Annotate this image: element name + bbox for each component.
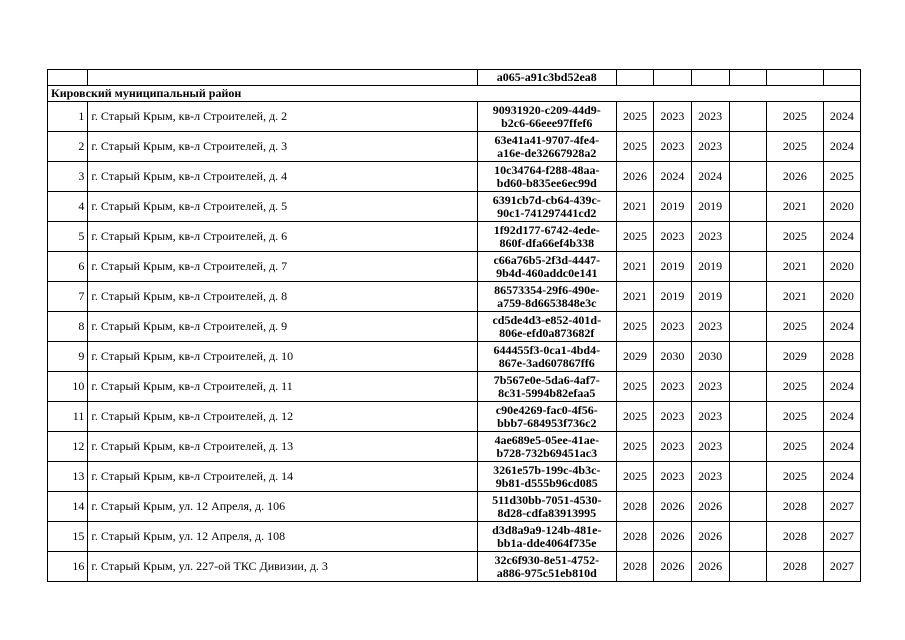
row-year-2: 2023 [654,402,691,432]
row-year-6: 2027 [823,552,860,582]
row-year-2: 2023 [654,222,691,252]
row-year-3: 2023 [691,432,729,462]
row-year-2: 2024 [654,162,691,192]
table-row [48,192,861,222]
identifier-line-2: a759-8d6653848e3c [497,295,597,310]
row-identifier [477,192,616,222]
row-year-4 [729,312,766,342]
identifier-line-2: a16e-de32667928a2 [497,145,597,160]
identifier-line-1: 86573354-29f6-490e- [494,282,600,297]
row-year-3: 2023 [691,312,729,342]
row-year-2: 2030 [654,342,691,372]
row-year-5: 2028 [767,552,823,582]
row-year-1: 2026 [616,162,653,192]
cell-address [88,70,477,86]
row-year-6: 2020 [823,282,860,312]
row-address: г. Старый Крым, кв-л Строителей, д. 10 [88,342,477,372]
identifier-line-2: 860f-dfa66ef4b338 [499,235,595,250]
row-year-6: 2024 [823,402,860,432]
identifier-line-2: 9b4d-460addc0e141 [496,265,598,280]
row-number: 8 [48,312,88,342]
table-row [48,342,861,372]
row-year-3: 2030 [691,342,729,372]
row-year-1: 2021 [616,282,653,312]
continuation-row [48,70,861,86]
identifier-line-2: 8c31-5994b82efaa5 [498,385,596,400]
row-number: 4 [48,192,88,222]
identifier-line-1: 7b567e0e-5da6-4af7- [493,372,600,387]
table-row [48,522,861,552]
row-year-2: 2026 [654,492,691,522]
row-identifier [477,552,616,582]
row-number: 14 [48,492,88,522]
row-year-6: 2024 [823,222,860,252]
identifier-line-2: bbb7-684953f736c2 [497,415,597,430]
identifier-line-1: 90931920-c209-44d9- [492,102,601,117]
table-row [48,552,861,582]
row-identifier [477,132,616,162]
row-year-3: 2023 [691,102,729,132]
row-year-1: 2025 [616,372,653,402]
row-year-2: 2026 [654,522,691,552]
identifier-line-1: 1f92d177-6742-4ede- [493,222,600,237]
row-year-1: 2025 [616,312,653,342]
row-year-4 [729,192,766,222]
section-title: Кировский муниципальный район [48,86,861,102]
row-year-3: 2026 [691,492,729,522]
cell-num [48,70,88,86]
row-year-5: 2025 [767,372,823,402]
identifier-line-1: 4ae689e5-05ee-41ae- [494,432,600,447]
row-address: г. Старый Крым, ул. 12 Апреля, д. 106 [88,492,477,522]
identifier-line-2: a886-975c51eb810d [496,565,597,580]
identifier-line-1: 511d30bb-7051-4530- [492,492,602,507]
identifier-line-2: 90c1-741297441cd2 [497,205,597,220]
row-year-5: 2028 [767,522,823,552]
row-year-1: 2029 [616,342,653,372]
row-year-4 [729,342,766,372]
identifier-line-2: 867e-3ad607867ff6 [498,355,595,370]
row-year-6: 2028 [823,342,860,372]
cell-year [767,70,823,86]
table-row [48,372,861,402]
row-year-2: 2023 [654,432,691,462]
identifier-line-2: 9b81-d555b96cd085 [495,475,598,490]
row-year-4 [729,432,766,462]
row-identifier [477,462,616,492]
row-year-1: 2028 [616,492,653,522]
row-address: г. Старый Крым, ул. 227-ой ТКС Дивизии, д. 3 [88,552,477,582]
row-year-6: 2024 [823,462,860,492]
row-identifier [477,432,616,462]
identifier-line-1: cd5de4d3-e852-401d- [492,312,602,327]
row-address: г. Старый Крым, кв-л Строителей, д. 12 [88,402,477,432]
row-year-2: 2023 [654,132,691,162]
row-number: 9 [48,342,88,372]
row-year-5: 2021 [767,282,823,312]
row-year-3: 2023 [691,372,729,402]
row-year-2: 2019 [654,252,691,282]
row-year-6: 2024 [823,432,860,462]
row-address: г. Старый Крым, кв-л Строителей, д. 4 [88,162,477,192]
row-identifier [477,252,616,282]
row-year-1: 2025 [616,402,653,432]
cell-year [691,70,729,86]
cell-year [823,70,860,86]
table-row [48,162,861,192]
table-row [48,462,861,492]
row-identifier [477,222,616,252]
row-address: г. Старый Крым, кв-л Строителей, д. 11 [88,372,477,402]
row-year-1: 2025 [616,462,653,492]
row-year-4 [729,282,766,312]
table-row [48,312,861,342]
row-identifier [477,312,616,342]
row-year-3: 2019 [691,282,729,312]
row-year-6: 2027 [823,522,860,552]
row-number: 1 [48,102,88,132]
row-identifier [477,522,616,552]
row-number: 16 [48,552,88,582]
identifier-line-2: bd60-b835ee6ec99d [496,175,597,190]
row-year-1: 2025 [616,432,653,462]
row-address: г. Старый Крым, кв-л Строителей, д. 14 [88,462,477,492]
row-year-2: 2023 [654,372,691,402]
row-year-1: 2028 [616,552,653,582]
table-row [48,132,861,162]
row-identifier [477,162,616,192]
row-number: 7 [48,282,88,312]
row-year-4 [729,252,766,282]
row-address: г. Старый Крым, кв-л Строителей, д. 8 [88,282,477,312]
row-address: г. Старый Крым, кв-л Строителей, д. 7 [88,252,477,282]
table-row [48,492,861,522]
row-address: г. Старый Крым, кв-л Строителей, д. 5 [88,192,477,222]
row-year-1: 2028 [616,522,653,552]
row-year-6: 2024 [823,102,860,132]
row-identifier [477,342,616,372]
row-year-1: 2025 [616,222,653,252]
identifier-line-2: b728-732b69451ac3 [496,445,598,460]
row-year-6: 2020 [823,252,860,282]
table-row [48,432,861,462]
row-year-5: 2021 [767,192,823,222]
row-year-4 [729,522,766,552]
row-year-5: 2025 [767,462,823,492]
row-address: г. Старый Крым, кв-л Строителей, д. 3 [88,132,477,162]
row-number: 11 [48,402,88,432]
row-year-2: 2023 [654,462,691,492]
identifier-line-1: 3261e57b-199c-4b3c- [493,462,601,477]
cell-year [729,70,766,86]
row-year-6: 2025 [823,162,860,192]
row-year-5: 2028 [767,492,823,522]
row-year-3: 2023 [691,222,729,252]
row-year-3: 2019 [691,192,729,222]
row-year-3: 2026 [691,522,729,552]
row-year-3: 2024 [691,162,729,192]
row-year-3: 2023 [691,402,729,432]
row-year-5: 2026 [767,162,823,192]
row-year-5: 2025 [767,312,823,342]
identifier-line-2: b2c6-66eee97ffef6 [501,115,593,130]
row-year-4 [729,492,766,522]
row-identifier [477,102,616,132]
identifier-line-1: 10c34764-f288-48aa- [494,162,600,177]
row-year-2: 2026 [654,552,691,582]
row-number: 6 [48,252,88,282]
identifier-line-2: bb1a-dde4064f735e [497,535,597,550]
row-year-1: 2025 [616,102,653,132]
cell-year [616,70,653,86]
row-address: г. Старый Крым, ул. 12 Апреля, д. 108 [88,522,477,552]
row-address: г. Старый Крым, кв-л Строителей, д. 9 [88,312,477,342]
identifier-line-1: c90e4269-fac0-4f56- [495,402,598,417]
row-number: 12 [48,432,88,462]
identifier-line-1: c66a76b5-2f3d-4447- [493,252,601,267]
row-address: г. Старый Крым, кв-л Строителей, д. 13 [88,432,477,462]
row-address: г. Старый Крым, кв-л Строителей, д. 2 [88,102,477,132]
identifier-line-1: 6391cb7d-cb64-439c- [492,192,601,207]
row-year-4 [729,162,766,192]
row-number: 3 [48,162,88,192]
row-year-3: 2026 [691,552,729,582]
row-year-6: 2024 [823,132,860,162]
row-year-6: 2024 [823,372,860,402]
section-header-row [48,86,861,102]
row-year-5: 2025 [767,432,823,462]
row-year-5: 2021 [767,252,823,282]
table-row [48,282,861,312]
row-identifier [477,282,616,312]
cell-id-tail: a065-a91c3bd52ea8 [477,70,616,86]
row-year-6: 2027 [823,492,860,522]
row-number: 13 [48,462,88,492]
row-year-5: 2025 [767,402,823,432]
row-year-4 [729,132,766,162]
row-year-4 [729,222,766,252]
row-year-4 [729,552,766,582]
row-year-4 [729,462,766,492]
row-year-3: 2019 [691,252,729,282]
row-identifier [477,492,616,522]
row-year-1: 2021 [616,252,653,282]
row-number: 2 [48,132,88,162]
row-year-6: 2024 [823,312,860,342]
row-year-2: 2023 [654,102,691,132]
row-number: 15 [48,522,88,552]
table-row [48,102,861,132]
row-year-4 [729,372,766,402]
row-year-2: 2023 [654,312,691,342]
row-year-4 [729,402,766,432]
identifier-line-1: 32c6f930-8e51-4752- [494,552,600,567]
row-year-5: 2025 [767,132,823,162]
table-row [48,222,861,252]
table-row [48,252,861,282]
row-number: 5 [48,222,88,252]
row-year-5: 2025 [767,222,823,252]
row-identifier [477,372,616,402]
identifier-line-1: 63e41a41-9707-4fe4- [494,132,600,147]
row-year-3: 2023 [691,462,729,492]
identifier-line-2: 8d28-cdfa83913995 [497,505,597,520]
row-year-4 [729,102,766,132]
row-year-2: 2019 [654,282,691,312]
row-address: г. Старый Крым, кв-л Строителей, д. 6 [88,222,477,252]
row-identifier [477,402,616,432]
cell-year [654,70,691,86]
row-number: 10 [48,372,88,402]
identifier-line-1: 644455f3-0ca1-4bd4- [493,342,601,357]
row-year-2: 2019 [654,192,691,222]
row-year-1: 2025 [616,132,653,162]
identifier-line-2: 806e-efd0a873682f [499,325,595,340]
housing-registry-table [47,69,861,582]
row-year-5: 2029 [767,342,823,372]
identifier-line-1: d3d8a9a9-124b-481e- [492,522,602,537]
row-year-3: 2023 [691,132,729,162]
table-row [48,402,861,432]
row-year-5: 2025 [767,102,823,132]
row-year-6: 2020 [823,192,860,222]
row-year-1: 2021 [616,192,653,222]
